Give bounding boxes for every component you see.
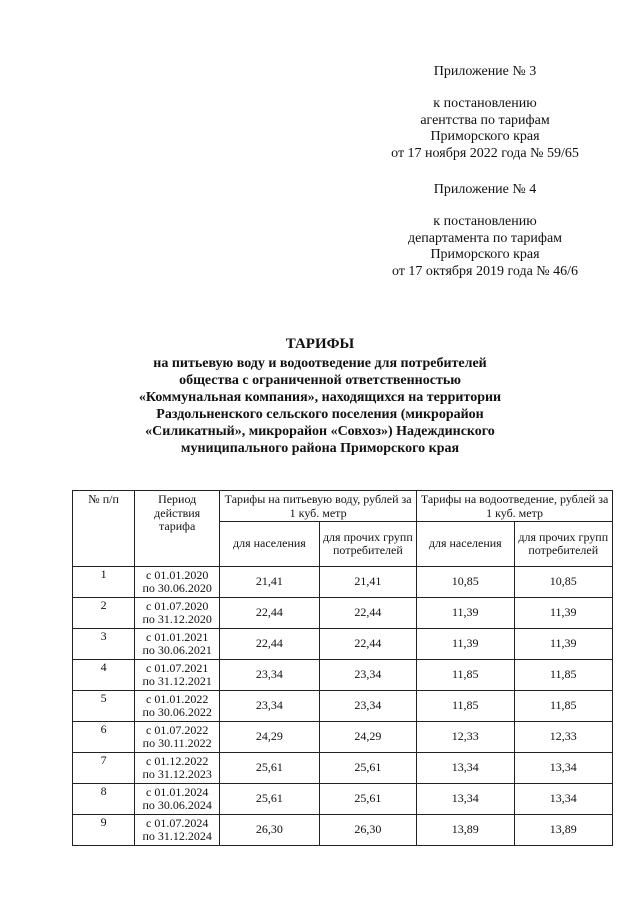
sewer-tariff-population	[417, 567, 514, 598]
row-period	[135, 598, 220, 629]
appendix-3-reference	[380, 96, 590, 162]
document-heading	[120, 336, 520, 457]
row-number-text: 3	[100, 629, 107, 643]
row-number	[73, 784, 135, 815]
sewer-tariff-others	[514, 753, 613, 784]
water-tariff-others	[319, 691, 416, 722]
row-period	[135, 691, 220, 722]
water-tariff-population-text: 25,61	[255, 760, 283, 775]
water-tariff-population-text: 21,41	[255, 574, 283, 589]
appendix-4-reference	[380, 214, 590, 280]
row-period-text: с 01.07.2020	[146, 598, 209, 613]
row-number	[73, 629, 135, 660]
heading-line: «Коммунальная компания», находящихся на территории	[138, 390, 502, 405]
group-header-sewerage: Тарифы на водоотведение, рублей за 1 куб. метр	[417, 491, 613, 522]
sewer-tariff-others	[514, 598, 613, 629]
subheader-water-population: для населения	[220, 522, 319, 567]
row-number-text: 7	[100, 753, 107, 767]
heading-line: на питьевую воду и водоотведение для потребителей	[153, 356, 487, 371]
water-tariff-population-text: 22,44	[255, 605, 283, 620]
appendix-4-title-text: Приложение № 4	[433, 182, 537, 197]
table-row	[73, 815, 613, 846]
water-tariff-others	[319, 660, 416, 691]
appendix-3-ref-line: агентства по тарифам	[420, 112, 550, 128]
row-period-text: с 01.07.2022	[146, 722, 209, 737]
appendix-4-ref-line: от 17 октября 2019 года № 46/6	[391, 263, 579, 279]
water-tariff-population	[220, 722, 319, 753]
sewer-tariff-others	[514, 660, 613, 691]
table-row	[73, 722, 613, 753]
water-tariff-others-text: 22,44	[354, 605, 382, 620]
tariff-table	[72, 490, 613, 846]
sewer-tariff-population	[417, 753, 514, 784]
sewer-tariff-others	[514, 722, 613, 753]
table-row	[73, 753, 613, 784]
water-tariff-others-text: 22,44	[354, 636, 382, 651]
sewer-tariff-population-text: 13,34	[451, 760, 479, 775]
water-tariff-population	[220, 660, 319, 691]
water-tariff-population	[220, 753, 319, 784]
row-number-text: 6	[100, 722, 107, 736]
row-number-text: 8	[100, 784, 107, 798]
appendix-3-ref-line: Приморского края	[430, 129, 540, 144]
water-tariff-others-text: 24,29	[354, 729, 382, 744]
row-period-text: по 31.12.2020	[142, 612, 212, 626]
appendix-4-ref-line: Приморского края	[430, 247, 540, 262]
row-number	[73, 722, 135, 753]
table-row	[73, 598, 613, 629]
water-tariff-population-text: 23,34	[255, 667, 283, 682]
sewer-tariff-others-text: 11,39	[549, 605, 577, 620]
sewer-tariff-others-text: 11,39	[549, 636, 577, 651]
sewer-tariff-others	[514, 629, 613, 660]
subheader-water-others: для прочих групп потребителей	[319, 522, 416, 567]
water-tariff-others	[319, 722, 416, 753]
sewer-tariff-population-text: 11,39	[452, 636, 479, 651]
sewer-tariff-others-text: 13,34	[549, 791, 577, 806]
water-tariff-others	[319, 598, 416, 629]
row-period	[135, 815, 220, 846]
table-row	[73, 784, 613, 815]
sewer-tariff-population-text: 12,33	[451, 729, 479, 744]
group-header-water: Тарифы на питьевую воду, рублей за 1 куб. метр	[220, 491, 417, 522]
row-period-text: по 30.06.2021	[142, 643, 212, 657]
row-number-text: 5	[100, 691, 107, 705]
sewer-tariff-others-text: 11,85	[549, 667, 577, 682]
sewer-tariff-others-text: 12,33	[549, 729, 577, 744]
water-tariff-population-text: 22,44	[255, 636, 283, 651]
column-header-number: № п/п	[73, 491, 135, 567]
heading-line: Раздольненского сельского поселения (микрорайон	[156, 407, 484, 422]
heading-line: «Силикатный», микрорайон «Совхоз») Надеждинского	[145, 424, 495, 439]
water-tariff-others-text: 25,61	[354, 791, 382, 806]
water-tariff-population	[220, 784, 319, 815]
sewer-tariff-population	[417, 629, 514, 660]
appendix-4-ref-line: к постановлению	[433, 214, 537, 229]
row-period-text: по 30.06.2024	[142, 798, 212, 812]
water-tariff-others-text: 23,34	[354, 667, 382, 682]
sewer-tariff-others-text: 13,34	[549, 760, 577, 775]
water-tariff-others	[319, 784, 416, 815]
row-period-text: по 31.12.2024	[142, 829, 212, 843]
row-period-text: по 31.12.2021	[142, 674, 212, 688]
appendix-3-ref-line: от 17 ноября 2022 года № 59/65	[391, 145, 579, 161]
subheader-sewer-population: для населения	[417, 522, 514, 567]
row-number	[73, 598, 135, 629]
appendix-3-title	[380, 64, 590, 81]
row-period	[135, 567, 220, 598]
row-period-text: с 01.01.2024	[146, 784, 209, 799]
sewer-tariff-population	[417, 691, 514, 722]
sewer-tariff-others-text: 10,85	[549, 574, 577, 589]
row-period-text: с 01.01.2021	[146, 629, 209, 644]
water-tariff-others	[319, 567, 416, 598]
column-header-period: Период действия тарифа	[135, 491, 220, 567]
row-period	[135, 629, 220, 660]
sewer-tariff-population	[417, 660, 514, 691]
water-tariff-population	[220, 567, 319, 598]
appendix-4-title	[380, 182, 590, 199]
water-tariff-population	[220, 598, 319, 629]
water-tariff-others	[319, 815, 416, 846]
sewer-tariff-population	[417, 598, 514, 629]
row-number-text: 9	[100, 815, 107, 829]
tariff-table-body	[73, 567, 613, 846]
sewer-tariff-others	[514, 567, 613, 598]
water-tariff-others	[319, 753, 416, 784]
water-tariff-population-text: 23,34	[255, 698, 283, 713]
water-tariff-population	[220, 815, 319, 846]
sewer-tariff-population-text: 11,39	[452, 605, 479, 620]
sewer-tariff-population-text: 11,85	[452, 698, 479, 713]
heading-line: муниципального района Приморского края	[180, 441, 460, 456]
water-tariff-population	[220, 629, 319, 660]
sewer-tariff-population	[417, 722, 514, 753]
row-period-text: с 01.01.2020	[146, 567, 209, 582]
appendix-3-ref-line: к постановлению	[433, 96, 537, 111]
row-period-text: с 01.12.2022	[146, 753, 209, 768]
water-tariff-population-text: 25,61	[255, 791, 283, 806]
water-tariff-others-text: 25,61	[354, 760, 382, 775]
water-tariff-population-text: 24,29	[255, 729, 283, 744]
row-number-text: 4	[100, 660, 107, 674]
water-tariff-others	[319, 629, 416, 660]
subheader-sewer-others: для прочих групп потребителей	[514, 522, 613, 567]
table-row	[73, 567, 613, 598]
row-period-text: по 30.06.2020	[142, 581, 212, 595]
water-tariff-population-text: 26,30	[255, 822, 283, 837]
row-number-text: 1	[100, 567, 107, 581]
sewer-tariff-population-text: 13,89	[451, 822, 479, 837]
sewer-tariff-others-text: 11,85	[549, 698, 577, 713]
row-number	[73, 691, 135, 722]
sewer-tariff-population-text: 11,85	[452, 667, 479, 682]
sewer-tariff-others	[514, 815, 613, 846]
appendix-4-ref-line: департамента по тарифам	[407, 230, 563, 246]
sewer-tariff-others	[514, 784, 613, 815]
row-period-text: с 01.07.2024	[146, 815, 209, 830]
sewer-tariff-others-text: 13,89	[549, 822, 577, 837]
table-row	[73, 629, 613, 660]
row-number	[73, 660, 135, 691]
row-period	[135, 660, 220, 691]
row-period	[135, 784, 220, 815]
table-row	[73, 691, 613, 722]
water-tariff-others-text: 21,41	[354, 574, 382, 589]
row-period-text: по 30.06.2022	[142, 705, 212, 719]
water-tariff-others-text: 26,30	[354, 822, 382, 837]
sewer-tariff-population	[417, 784, 514, 815]
sewer-tariff-population	[417, 815, 514, 846]
sewer-tariff-population-text: 10,85	[451, 574, 479, 589]
row-number	[73, 753, 135, 784]
sewer-tariff-population-text: 13,34	[451, 791, 479, 806]
heading-main: ТАРИФЫ	[285, 336, 355, 352]
row-period-text: с 01.01.2022	[146, 691, 209, 706]
row-period	[135, 722, 220, 753]
row-number	[73, 567, 135, 598]
water-tariff-others-text: 23,34	[354, 698, 382, 713]
water-tariff-population	[220, 691, 319, 722]
sewer-tariff-others	[514, 691, 613, 722]
table-row	[73, 660, 613, 691]
appendix-3-title-text: Приложение № 3	[433, 64, 537, 79]
row-period	[135, 753, 220, 784]
heading-line: общества с ограниченной ответственностью	[179, 373, 461, 388]
row-number	[73, 815, 135, 846]
row-number-text: 2	[100, 598, 107, 612]
row-period-text: по 30.11.2022	[142, 736, 212, 750]
row-period-text: с 01.07.2021	[146, 660, 209, 675]
row-period-text: по 31.12.2023	[142, 767, 212, 781]
